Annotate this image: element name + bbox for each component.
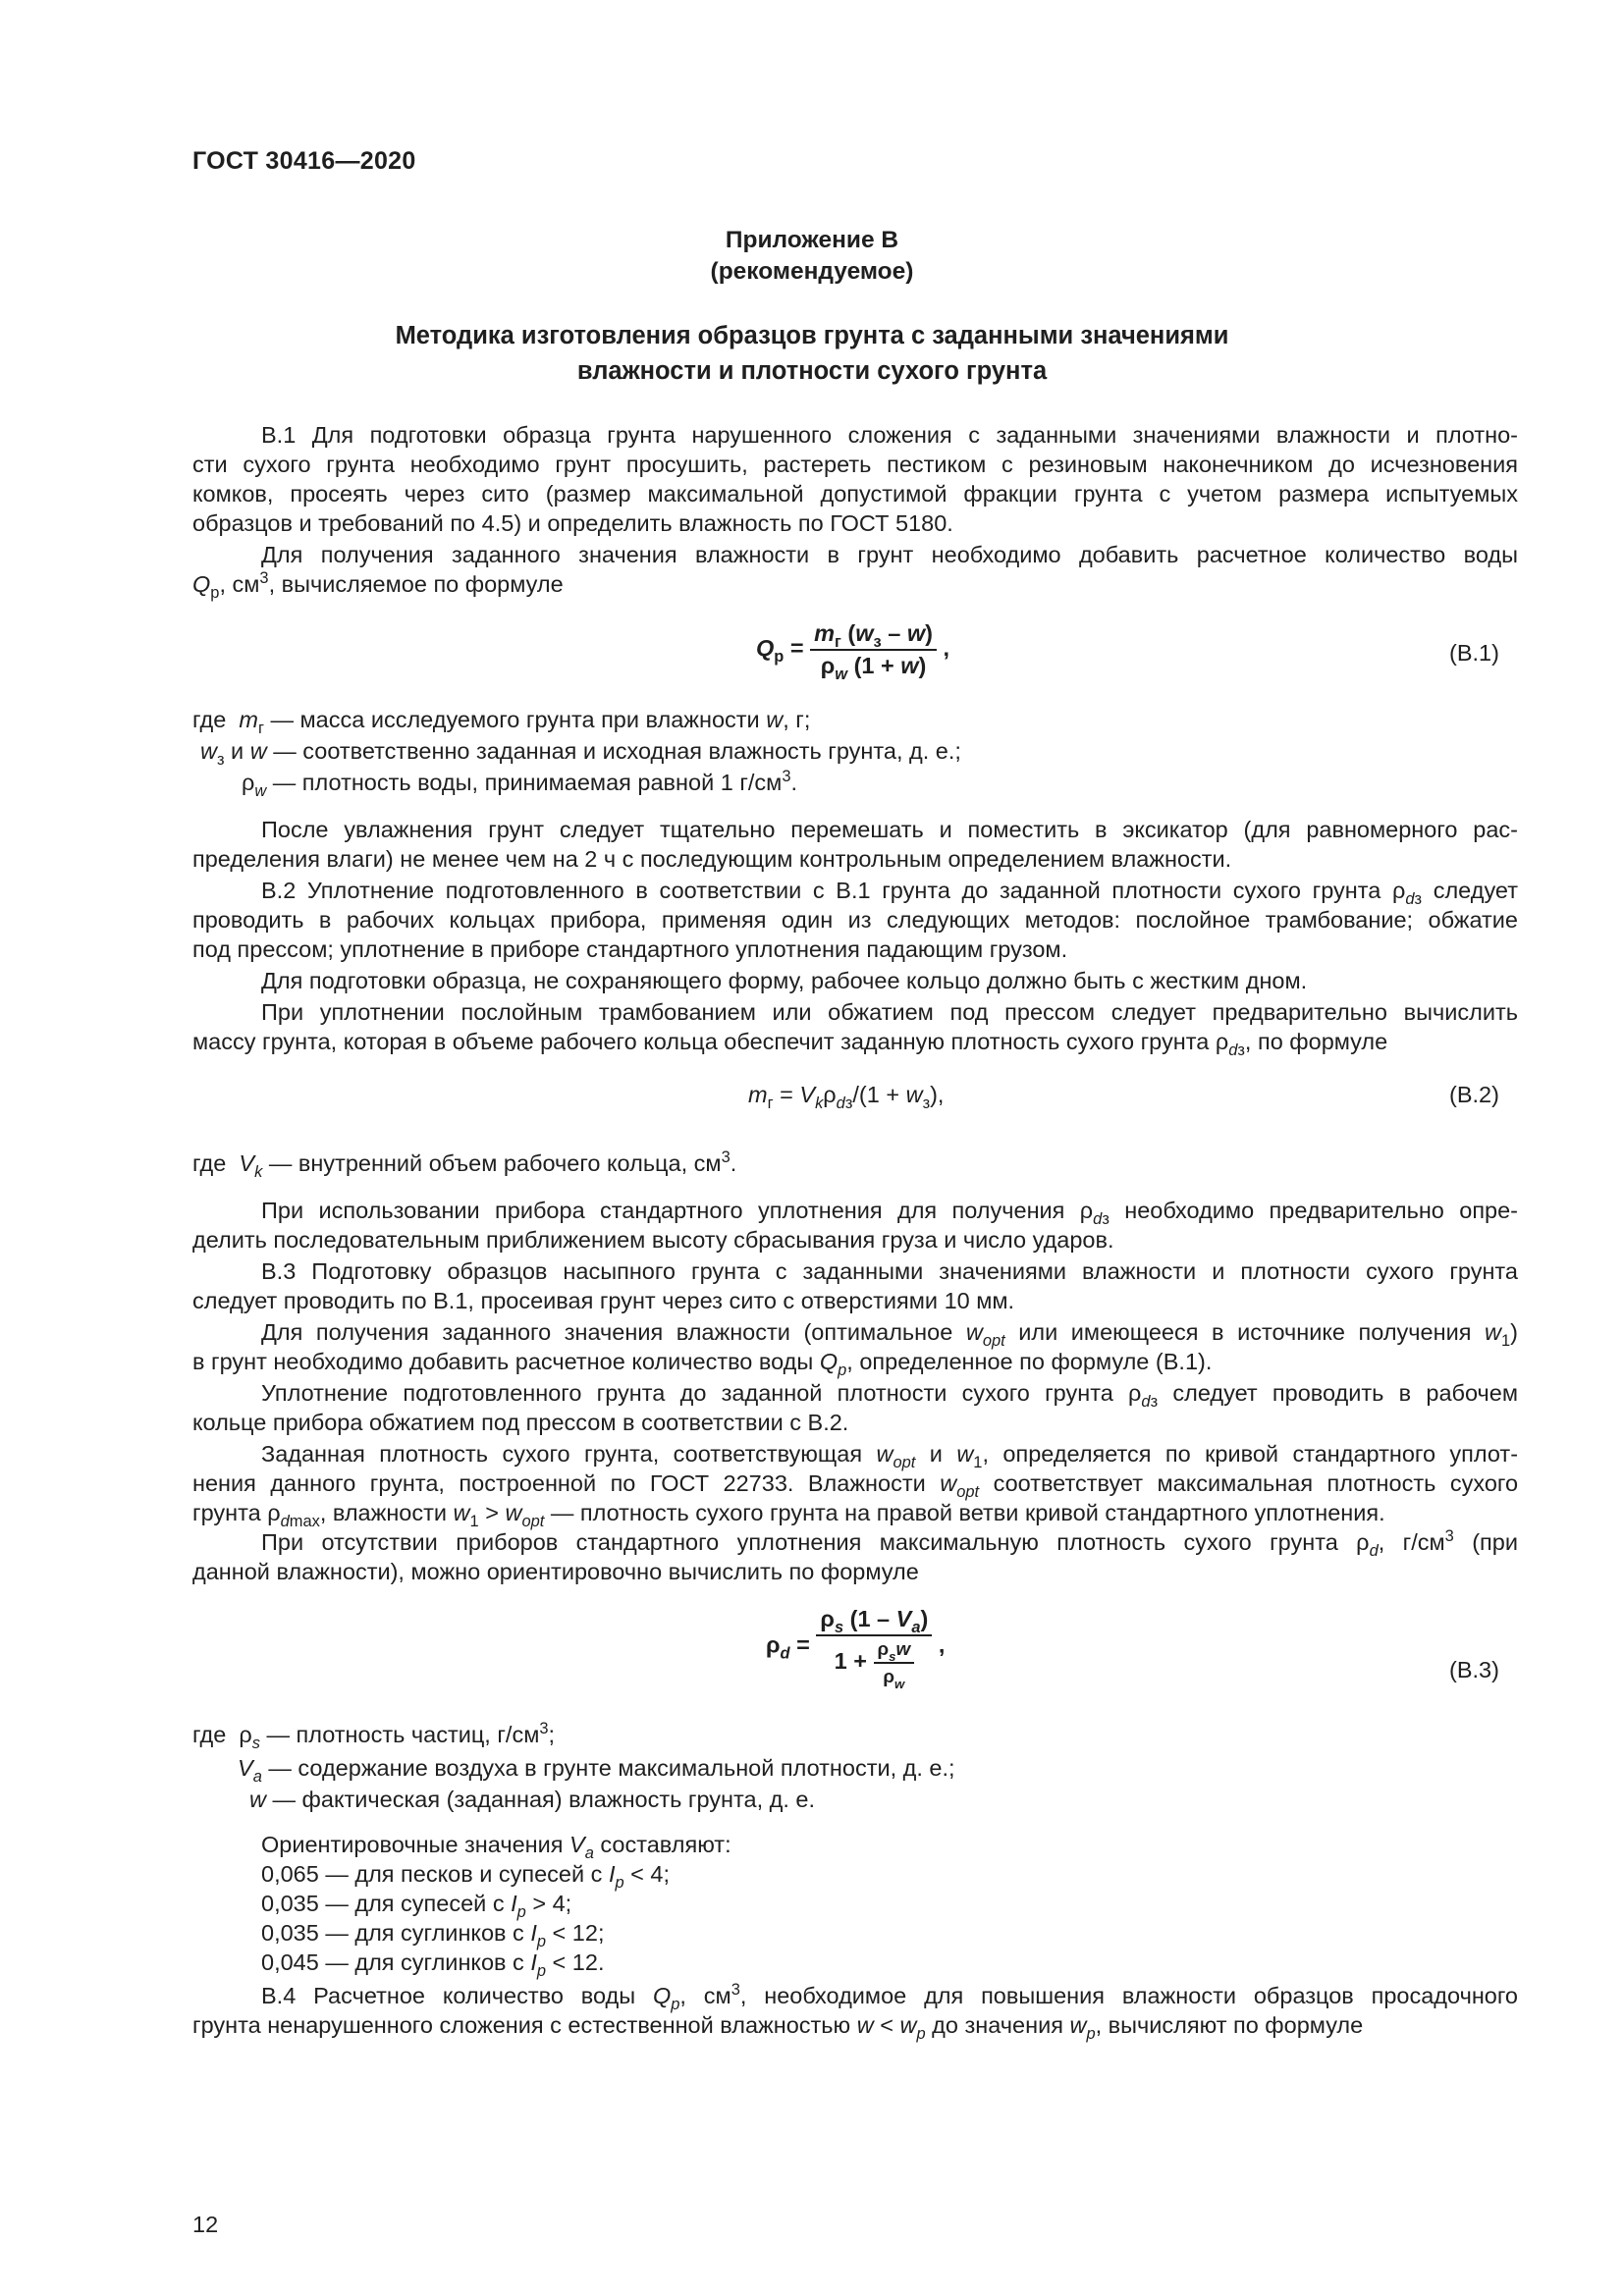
paragraph-b3-line1: В.3 Подготовку образцов насыпного грунта с заданными значениями влажности и плотности сухого грунта [261,1258,1518,1284]
list-item: 0,035 — для суглинков с $I_p < 12$; [261,1920,605,1950]
paragraph-b3-line2: следует проводить по В.1, просеивая грунт через сито с отверстиями 10 мм. [192,1288,1015,1313]
definition-rho-s: где $\rho_s$ — плотность частиц, $г/см^3$; [192,1720,556,1752]
paragraph-b1-water-line2: $Q_р$, $см^3$, вычисляемое по формуле [192,569,564,602]
paragraph-b2-line2: проводить в рабочих кольцах прибора, применяя один из следующих методов: послойное трамбование; обжатие [192,907,1518,933]
paragraph-b1-water-line1: Для получения заданного значения влажности в грунт необходимо добавить расчетное количество воды [261,542,1518,567]
paragraph-b1-after-line2: пределения влаги) не менее чем на 2 ч с последующим контрольным определением влажности. [192,846,1232,872]
list-item: 0,035 — для супесей с $I_p > 4$; [261,1891,572,1921]
formula-number-b2: (В.2) [1449,1082,1499,1107]
paragraph-b2-device-line2: делить последовательным приближением высоту сбрасывания груза и число ударов. [192,1227,1114,1253]
formula-b2: $m_г = V_k\rho_{dз}/(1 + w_з)$, [748,1082,945,1112]
definition-vk: где $V_k$ — внутренний объем рабочего кольца, $см^3$. [192,1148,737,1181]
list-item: 0,045 — для суглинков с $I_p < 12$. [261,1949,605,1980]
definition-va: $V_a$ — содержание воздуха в грунте максимальной плотности, д. е.; [238,1755,955,1786]
paragraph-b1-line3: комков, просеять через сито (размер максимальной допустимой фракции грунта с учетом размера испытуемых [192,481,1518,507]
paragraph-b3-moisture-line1: Для получения заданного значения влажности (оптимальное $w_{opt}$ или имеющееся в источнике получения $w_1$) [261,1319,1518,1350]
document-code: ГОСТ 30416—2020 [192,147,416,175]
paragraph-b3-density-line2: нения данного грунта, построенной по ГОСТ 22733. Влажности $w_{opt}$ соответствует максимальная плотность сухого [192,1470,1519,1501]
formula-number-b1: (В.1) [1449,640,1499,666]
paragraph-b2-line3: под прессом; уплотнение в приборе стандартного уплотнения падающим грузом. [192,936,1068,962]
paragraph-b2-ring: Для подготовки образца, не сохраняющего форму, рабочее кольцо должно быть с жестким дном. [261,968,1308,993]
paragraph-b2-mass-line2: массу грунта, которая в объеме рабочего кольца обеспечит заданную плотность сухого грунта $\rho_{dз}$, по формуле [192,1029,1388,1059]
paragraph-b2-line1: В.2 Уплотнение подготовленного в соответствии с В.1 грунта до заданной плотности сухого грунта $\rho_{dз}$ следует [261,878,1518,908]
paragraph-b3-moisture-line2: в грунт необходимо добавить расчетное количество воды $Q_p$, определенное по формуле (В.1). [192,1349,1213,1379]
definition-m: где $m_г$ — масса исследуемого грунта при влажности w, г; [192,707,811,737]
formula-number-b3: (В.3) [1449,1657,1499,1682]
annex-status: (рекомендуемое) [710,258,914,285]
paragraph-b3-nodevice-line2: данной влажности), можно ориентировочно вычислить по формуле [192,1559,919,1584]
paragraph-b1-line1: В.1 Для подготовки образца грунта нарушенного сложения с заданными значениями влажности и плотно- [261,422,1518,448]
paragraph-b1-after-line1: После увлажнения грунт следует тщательно перемешать и поместить в эксикатор (для равномерного рас- [261,817,1518,842]
paragraph-b1-line2: сти сухого грунта необходимо грунт просушить, растереть пестиком с резиновым наконечником до исчезновения [192,452,1518,477]
page-number: 12 [192,2212,219,2237]
paragraph-b3-nodevice-line1: При отсутствии приборов стандартного уплотнения максимальную плотность сухого грунта $\rho_d$, $г/см^3$ (при [261,1527,1518,1560]
paragraph-b3-compaction-line1: Уплотнение подготовленного грунта до заданной плотности сухого грунта $\rho_{dз}$ следует проводить в рабочем [261,1380,1519,1411]
definition-w-actual: w — фактическая (заданная) влажность грунта, д. е. [249,1787,816,1812]
annex-title: Приложение В [725,227,899,253]
paragraph-b2-device-line1: При использовании прибора стандартного уплотнения для получения $\rho_{dз}$ необходимо предварительно опре- [261,1198,1519,1228]
paragraph-b3-compaction-line2: кольце прибора обжатием под прессом в соответствии с В.2. [192,1410,849,1435]
definition-rho-w: $\rho_w$ — плотность воды, принимаемая равной 1 $г/см^3$. [242,768,798,800]
annex-heading-line1: Методика изготовления образцов грунта с заданными значениями [395,322,1229,349]
paragraph-b4-line2: грунта ненарушенного сложения с естественной влажностью $w < w_p$ до значения $w_p$, вычисляют по формуле [192,2012,1364,2043]
paragraph-b4-line1: В.4 Расчетное количество воды $Q_p$, $см^3$, необходимое для повышения влажности образцов просадочного [261,1981,1518,2013]
formula-b1: $Q_р$ = $\frac{m_г (w_з - w)}{\rho_w (1 + w)}$ , [756,620,950,683]
paragraph-b3-density-line1: Заданная плотность сухого грунта, соответствующая $w_{opt}$ и $w_1$, определяется по кривой стандартного уплот- [261,1441,1519,1471]
formula-b3: $\rho_d$ = $\rho_s$ $(1 - V_a)$ 1 + $\frac{\rho_sw}{\rho_w}$ , [766,1606,946,1691]
paragraph-b2-mass-line1: При уплотнении послойным трамбованием или обжатием под прессом следует предварительно вычислить [261,999,1518,1025]
paragraph-b3-density-line3: грунта $\rho_{dmax}$, влажности $w_1 > w_{opt}$ — плотность сухого грунта на правой ветви кривой стандартного уплотнения. [192,1500,1385,1530]
definition-w: $w_з$ и w — соответственно заданная и исходная влажность грунта, д. е.; [200,738,961,769]
list-item: 0,065 — для песков и супесей с $I_p < 4$; [261,1861,671,1892]
list-intro: Ориентировочные значения $V_a$ составляют: [261,1832,731,1862]
annex-heading-line2: влажности и плотности сухого грунта [576,357,1048,385]
paragraph-b1-line4: образцов и требований по 4.5) и определить влажность по ГОСТ 5180. [192,510,953,536]
